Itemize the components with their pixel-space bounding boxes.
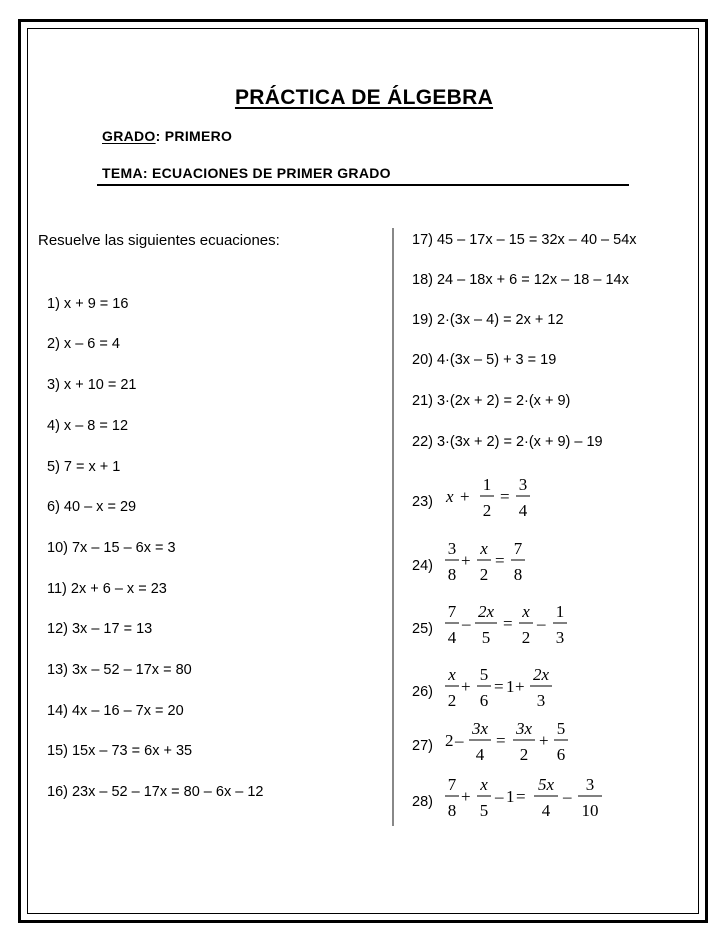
- e27-den4: 6: [556, 745, 566, 764]
- exercise-24-label: 24): [412, 558, 433, 574]
- grado-label: GRADO: [102, 128, 156, 144]
- tema-line: TEMA: ECUACIONES DE PRIMER GRADO: [102, 165, 391, 181]
- exercise-3: 3) x + 10 = 21: [47, 377, 137, 393]
- e27-den2: 4: [475, 745, 485, 764]
- e25-den1: 4: [447, 628, 457, 647]
- e28-den5: 10: [581, 801, 599, 820]
- e27-num3: 3x: [515, 719, 533, 738]
- e28-den1: 8: [447, 801, 457, 820]
- e24-den2: 2: [479, 565, 489, 584]
- exercise-18: 18) 24 – 18x + 6 = 12x – 18 – 14x: [412, 272, 629, 288]
- e23-term: x: [446, 487, 454, 506]
- e28-op3: –: [563, 787, 572, 806]
- e28-num5: 3: [585, 775, 595, 794]
- e27-equals: =: [496, 731, 506, 750]
- e25-den3: 2: [521, 628, 531, 647]
- exercise-22: 22) 3·(3x + 2) = 2·(x + 9) – 19: [412, 434, 603, 450]
- e24-den1: 8: [447, 565, 457, 584]
- e23-num1: 1: [482, 475, 492, 494]
- page-title: PRÁCTICA DE ÁLGEBRA: [234, 86, 494, 109]
- e28-op2: –: [495, 787, 504, 806]
- e27-num4: 5: [556, 719, 566, 738]
- exercise-25-label: 25): [412, 621, 433, 637]
- exercise-20: 20) 4·(3x – 5) + 3 = 19: [412, 352, 557, 368]
- e24-op: +: [461, 551, 471, 570]
- exercise-13: 13) 3x – 52 – 17x = 80: [47, 662, 192, 678]
- exercise-23-label: 23): [412, 494, 433, 510]
- e27-op2: +: [539, 731, 549, 750]
- e25-equals: =: [503, 614, 513, 633]
- exercise-26-math: [444, 660, 594, 716]
- exercise-17: 17) 45 – 17x – 15 = 32x – 40 – 54x: [412, 232, 637, 248]
- e26-den1: 2: [447, 691, 457, 710]
- e24-num2: x: [480, 539, 488, 558]
- e25-op2: –: [537, 614, 546, 633]
- exercise-10: 10) 7x – 15 – 6x = 3: [47, 540, 176, 556]
- e24-den3: 8: [513, 565, 523, 584]
- grado-line: [102, 128, 232, 144]
- e27-den3: 2: [519, 745, 529, 764]
- e23-den2: 4: [518, 501, 528, 520]
- e25-num3: x: [522, 602, 530, 621]
- exercise-4: 4) x – 8 = 12: [47, 418, 129, 434]
- e28-num1: 7: [447, 775, 457, 794]
- exercise-25-math: [444, 597, 594, 653]
- exercise-28-label: 28): [412, 794, 433, 810]
- e28-op1: +: [461, 787, 471, 806]
- exercise-21: 21) 3·(2x + 2) = 2·(x + 9): [412, 393, 571, 409]
- e26-op2: +: [515, 677, 525, 696]
- e26-op1: +: [461, 677, 471, 696]
- e28-num2: x: [480, 775, 488, 794]
- e25-op1: –: [462, 614, 471, 633]
- exercise-11: 11) 2x + 6 – x = 23: [47, 581, 167, 597]
- e28-den4: 4: [541, 801, 551, 820]
- e23-num2: 3: [518, 475, 528, 494]
- e25-num2: 2x: [477, 602, 495, 621]
- exercise-26-label: 26): [412, 684, 433, 700]
- e24-num3: 7: [513, 539, 523, 558]
- e28-num4: 5x: [537, 775, 555, 794]
- e26-num2: 5: [479, 665, 489, 684]
- exercise-12: 12) 3x – 17 = 13: [47, 621, 153, 637]
- e26-equals: =: [494, 677, 504, 696]
- e27-term: 2: [445, 731, 454, 750]
- grado-value: : PRIMERO: [155, 128, 233, 144]
- exercise-28-math: [444, 770, 614, 826]
- e27-op1: –: [455, 731, 464, 750]
- e28-den2: 5: [479, 801, 489, 820]
- exercise-24-math: [444, 534, 564, 590]
- e24-equals: =: [495, 551, 505, 570]
- e26-num4: 2x: [532, 665, 550, 684]
- instructions: Resuelve las siguientes ecuaciones:: [38, 232, 280, 249]
- e25-num4: 1: [555, 602, 565, 621]
- e26-num1: x: [448, 665, 456, 684]
- exercise-1: 1) x + 9 = 16: [47, 296, 129, 312]
- e23-den1: 2: [482, 501, 492, 520]
- exercise-14: 14) 4x – 16 – 7x = 20: [47, 703, 184, 719]
- exercise-16: 16) 23x – 52 – 17x = 80 – 6x – 12: [47, 784, 264, 800]
- e23-op: +: [460, 487, 470, 506]
- exercise-27-math: [444, 714, 594, 770]
- exercise-23-math: [444, 470, 564, 526]
- e25-den4: 3: [555, 628, 565, 647]
- header-rule: [97, 184, 629, 186]
- exercise-15: 15) 15x – 73 = 6x + 35: [47, 743, 193, 759]
- e25-num1: 7: [447, 602, 457, 621]
- exercise-2: 2) x – 6 = 4: [47, 336, 120, 352]
- exercise-5: 5) 7 = x + 1: [47, 459, 121, 475]
- e24-num1: 3: [447, 539, 457, 558]
- column-divider: [392, 228, 394, 826]
- e25-den2: 5: [481, 628, 491, 647]
- e23-equals: =: [500, 487, 510, 506]
- e26-term: 1: [506, 677, 515, 696]
- e26-den4: 3: [536, 691, 546, 710]
- e28-term: 1: [506, 787, 515, 806]
- exercise-27-label: 27): [412, 738, 433, 754]
- e26-den2: 6: [479, 691, 489, 710]
- exercise-6: 6) 40 – x = 29: [47, 499, 137, 515]
- exercise-19: 19) 2·(3x – 4) = 2x + 12: [412, 312, 564, 328]
- e27-num2: 3x: [471, 719, 489, 738]
- e28-equals: =: [516, 787, 526, 806]
